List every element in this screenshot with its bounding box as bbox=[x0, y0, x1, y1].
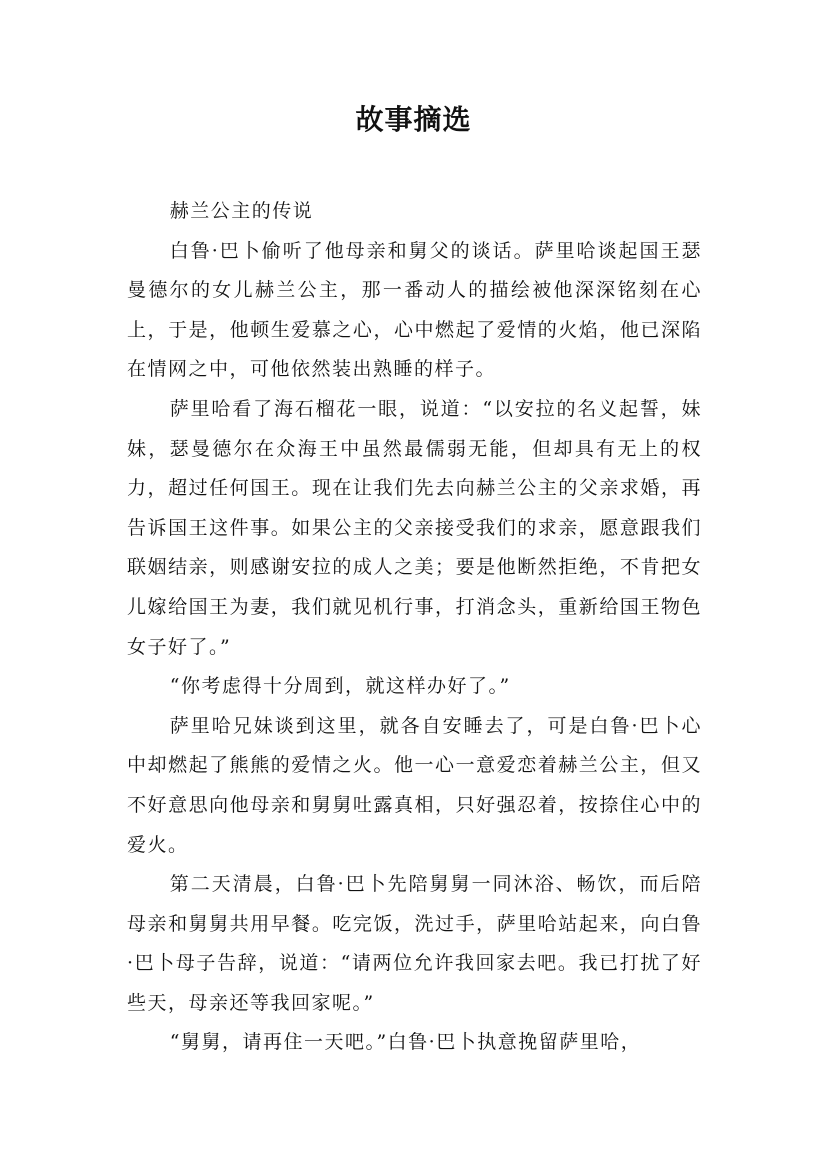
paragraph: “舅舅，请再住一天吧。”白鲁·巴卜执意挽留萨里哈， bbox=[169, 1031, 642, 1054]
paragraph: 萨里哈兄妹谈到这里，就各自安睡去了，可是白鲁·巴卜心中却燃起了熊熊的爱情之火。他一心一意爱恋着赫兰公主，但又不好意思向他母亲和舅舅吐露真相，只好强忍着，按捺住心中的爱火。 bbox=[127, 714, 702, 856]
paragraph: “你考虑得十分周到，就这样办好了。” bbox=[169, 675, 511, 698]
document-body bbox=[127, 192, 702, 1063]
document-title: 故事摘选 bbox=[355, 103, 472, 136]
paragraph: 萨里哈看了海石榴花一眼，说道：“以安拉的名义起誓，妹妹，瑟曼德尔在众海王中虽然最儒弱无能，但却具有无上的权力，超过任何国王。现在让我们先去向赫兰公主的父亲求婚，再告诉国王这件事。如果公主的父亲接受我们的求亲，愿意跟我们联姻结亲，则感谢安拉的成人之美；要是他断然拒绝，不肯把女儿嫁给国王为妻，我们就见机行事，打消念头，重新给国王物色女子好了。” bbox=[127, 397, 702, 658]
paragraph: 第二天清晨，白鲁·巴卜先陪舅舅一同沐浴、畅饮，而后陪母亲和舅舅共用早餐。吃完饭，洗过手，萨里哈站起来，向白鲁·巴卜母子告辞，说道：“请两位允许我回家去吧。我已打扰了好些天，母亲还等我回家呢。” bbox=[127, 873, 702, 1014]
section-heading: 赫兰公主的传说 bbox=[169, 200, 314, 222]
paragraph: 白鲁·巴卜偷听了他母亲和舅父的谈话。萨里哈谈起国王瑟曼德尔的女儿赫兰公主，那一番动人的描绘被他深深铭刻在心上，于是，他顿生爱慕之心，心中燃起了爱情的火焰，他已深陷在情网之中，可他依然装出熟睡的样子。 bbox=[127, 239, 702, 381]
